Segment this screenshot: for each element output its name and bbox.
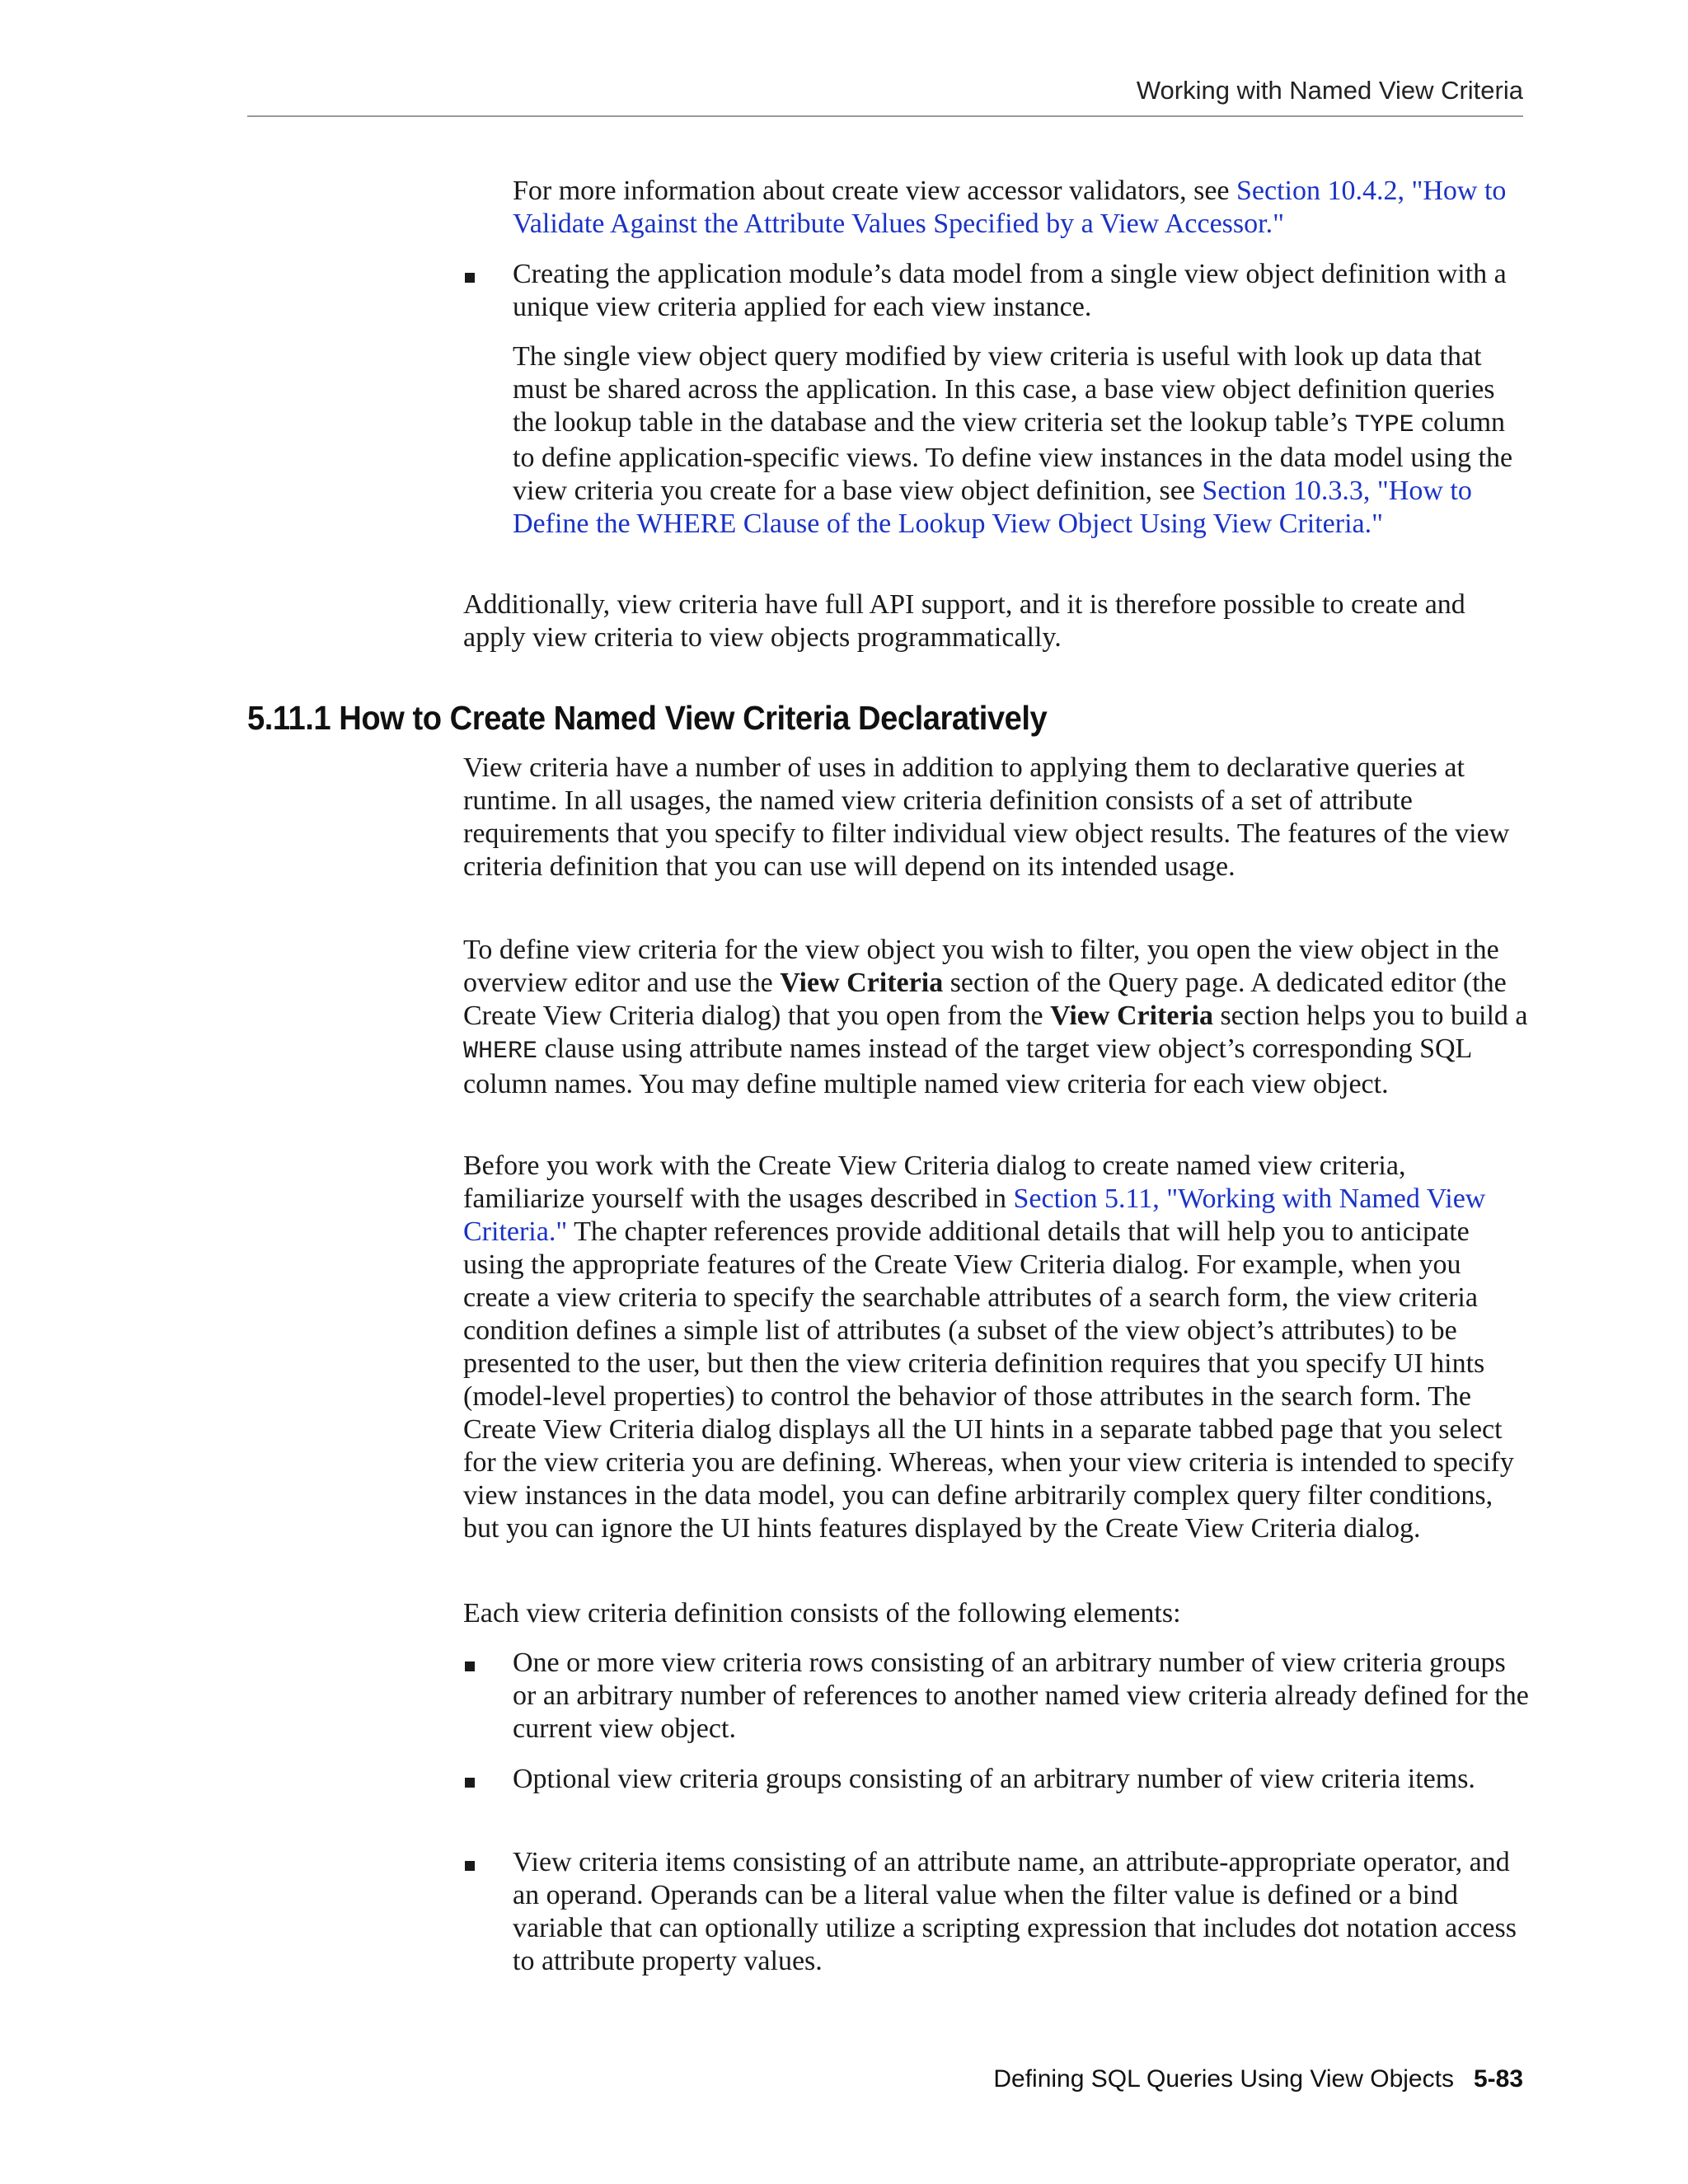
- section-paragraph-1: View criteria have a number of uses in addition to applying them to declarative queries at runtime. In all usages, the named view criteria definition consists of a set of attribute requirements that you specify to filter individual view object results. The features of the view criteria definition that you can use will depend on its intended usage.: [463, 752, 1510, 882]
- link-section-10-4-2[interactable]: Section 10.4.2, "How to Validate Against the Attribute Values Specified by a View Accessor.": [513, 176, 1507, 239]
- section-paragraph-2: To define view criteria for the view object you wish to filter, you open the view object in the overview editor and use the View Criteria section of the Query page. A dedicated editor (the Create View Criteria dialog) that you open from the View Criteria section helps you to build a WHERE clause using attribute names instead of the target view object’s corresponding SQL column names. You may define multiple named view criteria for each view object.: [463, 935, 1528, 1099]
- bullet-marker: [465, 273, 475, 283]
- link-section-10-3-3[interactable]: Section 10.3.3, "How to Define the WHERE Clause of the Lookup View Object Using View Criteria.": [513, 476, 1472, 539]
- intro-paragraph-2: The single view object query modified by view criteria is useful with look up data that must be shared across the application. In this case, a base view object definition queries the lookup table in the database and the view criteria set the lookup table’s TYPE column to define application-specific views. To define view instances in the data model using the view criteria you create for a base view object definition, see Section 10.3.3, "How to Define the WHERE Clause of the Lookup View Object Using View Criteria.": [513, 341, 1513, 539]
- code-where: WHERE: [463, 1038, 538, 1066]
- section-paragraph-3: Before you work with the Create View Criteria dialog to create named view criteria, familiarize yourself with the usages described in Section 5.11, "Working with Named View Criteria." The chapter references provide additional details that will help you to anticipate using the appropriate features of the Create View Criteria dialog. For example, when you create a view criteria to specify the searchable attributes of a search form, the view criteria condition defines a simple list of attributes (a subset of the view object’s attributes) to be presented to the user, but then the view criteria definition requires that you specify UI hints (model-level properties) to control the behavior of those attributes in the search form. The Create View Criteria dialog displays all the UI hints in a separate tabbed page that you select for the view criteria you are defining. Whereas, when your view criteria is intended to specify view instances in the data model, you can define arbitrarily complex query filter conditions, but you can ignore the UI hints features displayed by the Create View Criteria dialog.: [463, 1151, 1514, 1544]
- intro-paragraph-3: Additionally, view criteria have full API support, and it is therefore possible to create and apply view criteria to view objects programmatically.: [463, 589, 1465, 653]
- running-header: Working with Named View Criteria: [247, 76, 1523, 117]
- bullet-marker: [465, 1661, 475, 1671]
- footer-book-title: Defining SQL Queries Using View Objects: [993, 2065, 1454, 2093]
- section-paragraph-4: Each view criteria definition consists of the following elements:: [463, 1598, 1181, 1629]
- bullet-marker: [465, 1861, 475, 1871]
- section-heading: 5.11.1 How to Create Named View Criteria Declaratively: [247, 699, 1048, 737]
- page-number: 5-83: [1473, 2065, 1523, 2093]
- link-section-5-11[interactable]: Section 5.11, "Working with Named View Criteria.": [463, 1183, 1486, 1247]
- list-item: One or more view criteria rows consisting of an arbitrary number of view criteria groups or an arbitrary number of references to another named view criteria already defined for the current view object.: [513, 1647, 1529, 1744]
- list-item: View criteria items consisting of an attribute name, an attribute-appropriate operator, and an operand. Operands can be a literal value when the filter value is defined or a bind variable that can optionally utilize a scripting expression that includes dot notation access to attribute property values.: [513, 1847, 1517, 1976]
- bullet-marker: [465, 1778, 475, 1788]
- page-footer: [247, 2065, 1523, 2093]
- list-item: Optional view criteria groups consisting of an arbitrary number of view criteria items.: [513, 1764, 1475, 1794]
- intro-bullet-1: Creating the application module’s data model from a single view object definition with a unique view criteria applied for each view instance.: [513, 259, 1507, 322]
- intro-paragraph-1: For more information about create view accessor validators, see Section 10.4.2, "How to Validate Against the Attribute Values Specified by a View Accessor.": [513, 176, 1507, 239]
- code-type: TYPE: [1354, 411, 1414, 439]
